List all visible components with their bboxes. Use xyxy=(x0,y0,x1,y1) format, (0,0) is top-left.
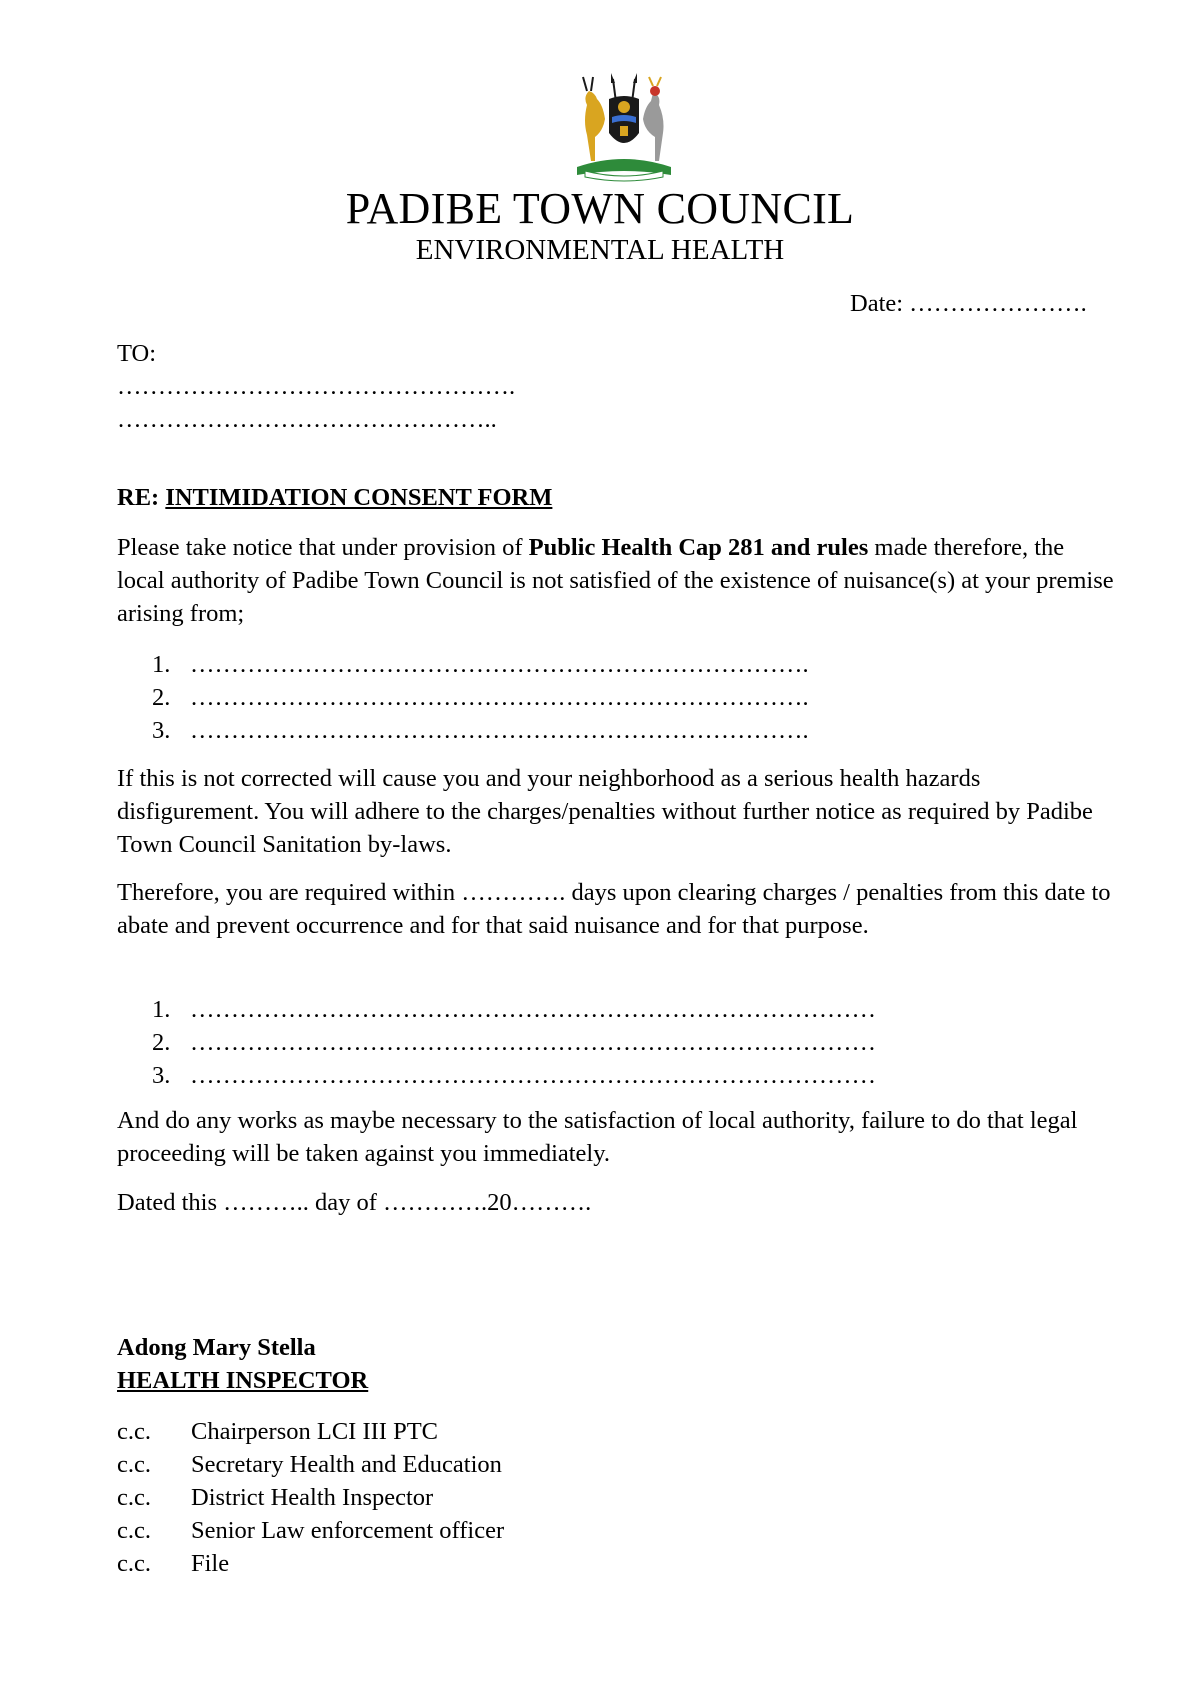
cc-item xyxy=(117,1415,504,1448)
legal-warning-paragraph: And do any works as maybe necessary to the satisfaction of local authority, failure to do that legal proceeding will be taken against you immediately. xyxy=(117,1107,1078,1167)
list-item-blank: ………………………………………………………………………… xyxy=(190,996,876,1023)
action-list xyxy=(152,993,876,1092)
list-item xyxy=(152,714,809,747)
cc-label: c.c. xyxy=(117,1451,151,1478)
requirement-paragraph: Therefore, you are required within …………. days upon clearing charges / penalties from this date to abate and prevent occurrence and for that said nuisance and for that purpose. xyxy=(117,879,1111,939)
subject-prefix: RE: xyxy=(117,484,160,511)
list-item-number: 1. xyxy=(152,996,171,1023)
notice-text-end: made therefore, the local authority of Padibe Town Council is not satisfied of the existence of nuisance(s) at your premise arising from; xyxy=(117,534,1114,627)
list-item xyxy=(152,1059,876,1092)
cc-item xyxy=(117,1514,504,1547)
list-item-blank: …………………………………………………………………. xyxy=(190,684,809,711)
cc-recipient: Secretary Health and Education xyxy=(191,1451,502,1478)
cc-recipient: Chairperson LCI III PTC xyxy=(191,1418,438,1445)
council-title: PADIBE TOWN COUNCIL xyxy=(345,184,855,233)
coat-of-arms-icon xyxy=(569,71,679,183)
date-line: Date: …………………. xyxy=(850,290,1087,317)
subject-title: INTIMIDATION CONSENT FORM xyxy=(165,484,553,511)
list-item-number: 2. xyxy=(152,684,171,711)
cc-label: c.c. xyxy=(117,1550,151,1577)
recipient-line-2: ……………………………………….. xyxy=(117,406,497,433)
cc-item xyxy=(117,1481,504,1514)
cc-recipient: District Health Inspector xyxy=(191,1484,434,1511)
cc-label: c.c. xyxy=(117,1484,151,1511)
notice-text-start: Please take notice that under provision of xyxy=(117,534,529,561)
notice-law-reference: Public Health Cap 281 and rules xyxy=(528,534,869,561)
list-item-blank: ………………………………………………………………………… xyxy=(190,1029,876,1056)
list-item xyxy=(152,648,809,681)
list-item-number: 2. xyxy=(152,1029,171,1056)
notice-paragraph xyxy=(117,531,1117,630)
list-item xyxy=(152,993,876,1026)
recipient-label: TO: xyxy=(117,340,157,367)
nuisance-list xyxy=(152,648,809,747)
signatory-role: HEALTH INSPECTOR xyxy=(117,1367,369,1394)
signatory-name: Adong Mary Stella xyxy=(117,1334,316,1361)
recipient-line-1: …………………………………………. xyxy=(117,373,516,400)
list-item-blank: ………………………………………………………………………… xyxy=(190,1062,876,1089)
list-item-number: 1. xyxy=(152,651,171,678)
list-item-number: 3. xyxy=(152,717,171,744)
list-item-blank: …………………………………………………………………. xyxy=(190,651,809,678)
cc-list xyxy=(117,1415,504,1580)
subject-heading xyxy=(117,484,552,512)
list-item xyxy=(152,681,809,714)
cc-item xyxy=(117,1448,504,1481)
cc-recipient: Senior Law enforcement officer xyxy=(191,1517,505,1544)
list-item xyxy=(152,1026,876,1059)
cc-recipient: File xyxy=(191,1550,230,1577)
dated-line: Dated this ……….. day of ………….20………. xyxy=(117,1189,592,1216)
cc-label: c.c. xyxy=(117,1517,151,1544)
department-subtitle: ENVIRONMENTAL HEALTH xyxy=(415,234,785,266)
warning-paragraph: If this is not corrected will cause you and your neighborhood as a serious health hazards disfigurement. You will adhere to the charges/penalties without further notice as required by Padibe Town Council Sanitation by-laws. xyxy=(117,765,1093,858)
cc-item xyxy=(117,1547,504,1580)
list-item-number: 3. xyxy=(152,1062,171,1089)
cc-label: c.c. xyxy=(117,1418,151,1445)
list-item-blank: …………………………………………………………………. xyxy=(190,717,809,744)
